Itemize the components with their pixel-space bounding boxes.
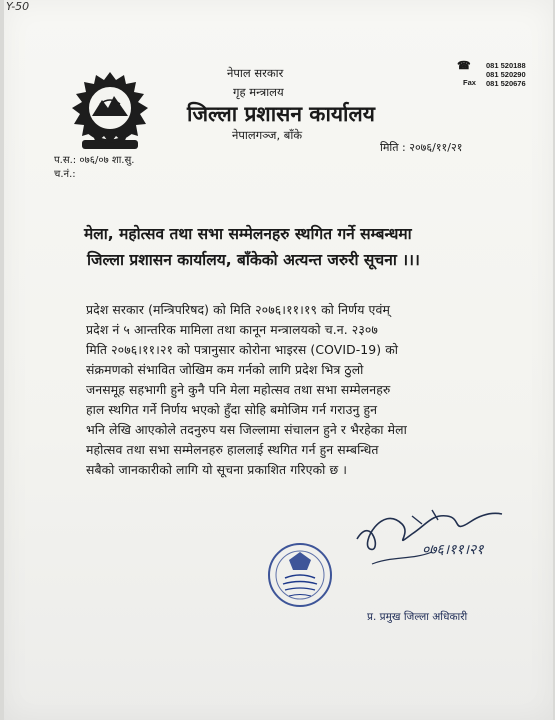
notice-paper bbox=[4, 0, 553, 720]
phone-number-2: 081 520290 bbox=[486, 70, 526, 79]
government-emblem-icon bbox=[66, 70, 154, 156]
header-office-name: जिल्ला प्रशासन कार्यालय bbox=[187, 102, 375, 126]
notice-title-line-1: मेला, महोत्सव तथा सभा सम्मेलनहरु स्थगित गर्ने सम्बन्धमा bbox=[84, 225, 412, 243]
phone-icon: ☎ bbox=[457, 60, 471, 72]
body-line: संक्रमणको संभावित जोखिम कम गर्नको लागि प्रदेश भित्र ठुलो bbox=[86, 362, 364, 377]
letter-reference-number: प.स.: ०७६/०७ शा.सु. bbox=[54, 155, 135, 166]
body-line: जनसमूह सहभागी हुने कुनै पनि मेला महोत्सव तथा सभा सम्मेलनहरु bbox=[86, 382, 391, 397]
dispatch-number: च.नं.: bbox=[54, 169, 76, 180]
phone-number-1: 081 520188 bbox=[486, 61, 526, 70]
header-ministry: गृह मन्त्रालय bbox=[233, 85, 284, 99]
header-date: मिति : २०७६/११/२१ bbox=[380, 141, 463, 154]
notice-title-line-2: जिल्ला प्रशासन कार्यालय, बाँकेको अत्यन्त जरुरी सूचना ।।। bbox=[87, 251, 420, 269]
fax-number: 081 520676 bbox=[486, 79, 526, 88]
body-line: मिति २०७६।११।२१ को पत्रानुसार कोरोना भाइरस (COVID-19) को bbox=[86, 342, 399, 357]
body-line: प्रदेश नं ५ आन्तरिक मामिला तथा कानून मन्त्रालयको च.न. २३०७ bbox=[86, 322, 378, 337]
signature-date: ०७६।११।२१ bbox=[422, 542, 484, 558]
body-line: भनि लेखि आएकोले तदनुरुप यस जिल्लामा संचालन हुने र भैरहेका मेला bbox=[86, 422, 407, 437]
body-line: महोत्सव तथा सभा सम्मेलनहरु हाललाई स्थगित गर्न हुन सम्बन्धित bbox=[86, 442, 379, 457]
body-line: प्रदेश सरकार (मन्त्रिपरिषद) को मिति २०७६।११।१९ को निर्णय एवंम् bbox=[86, 302, 390, 317]
corner-handwritten-note: Y-50 bbox=[6, 0, 30, 13]
fax-label: Fax bbox=[463, 78, 476, 87]
official-stamp-icon bbox=[267, 542, 333, 608]
header-place: नेपालगञ्ज, बाँके bbox=[232, 128, 303, 142]
header-country: नेपाल सरकार bbox=[227, 66, 284, 80]
body-line: हाल स्थगित गर्ने निर्णय भएको हुँदा सोहि बमोजिम गर्न गराउनु हुन bbox=[86, 402, 378, 417]
body-line: सबैको जानकारीको लागि यो सूचना प्रकाशित गरिएको छ । bbox=[86, 462, 348, 477]
signer-designation: प्र. प्रमुख जिल्ला अधिकारी bbox=[367, 611, 468, 623]
